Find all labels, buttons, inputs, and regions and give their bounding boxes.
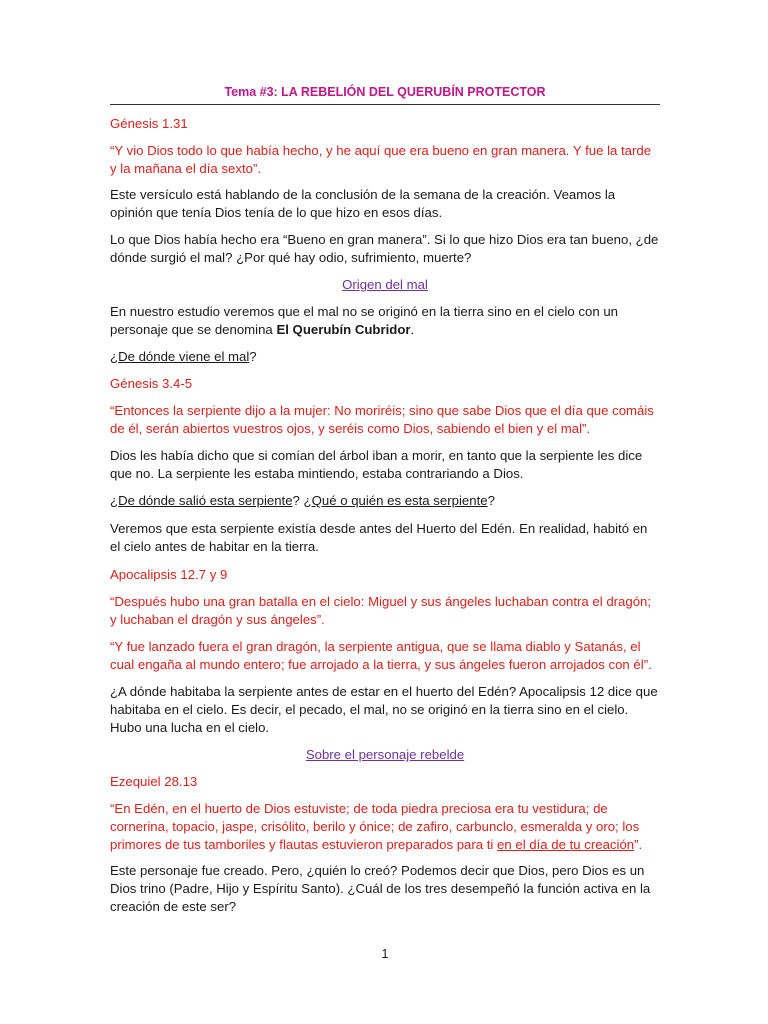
- heading-personaje-rebelde: Sobre el personaje rebelde: [305, 747, 465, 762]
- q2-text-a: De dónde salió esta serpiente: [118, 493, 293, 508]
- verse-quote-ezequiel: [110, 800, 660, 854]
- verse-quote-apocalipsis-a: “Después hubo una gran batalla en el cielo: Miguel y sus ángeles luchaban contra el dragón; y luchaban el dragón y sus ángeles”.: [110, 594, 652, 627]
- paragraph-3: [110, 303, 660, 339]
- question-2: [110, 492, 660, 510]
- verse-ref-ezequiel: Ezequiel 28.13: [110, 774, 198, 789]
- paragraph-3-text: En nuestro estudio veremos que el mal no se originó en la tierra sino en el cielo con un personaje que se denomina: [110, 304, 619, 337]
- verse-quote-genesis-1-31: “Y vio Dios todo lo que había hecho, y he aquí que era bueno en gran manera. Y fue la tarde y la mañana el día sexto”.: [110, 143, 652, 176]
- paragraph-4: Dios les había dicho que si comían del árbol iban a morir, en tanto que la serpiente les dice que no. La serpiente les estaba mintiendo, estaba contrariando a Dios.: [110, 448, 643, 481]
- heading-origen-del-mal: Origen del mal: [342, 277, 428, 292]
- q1-text: De dónde viene el mal: [118, 349, 250, 364]
- verse-quote-genesis-3: “Entonces la serpiente dijo a la mujer: No moriréis; sino que sabe Dios que el día que comáis de él, serán abiertos vuestros ojos, y seréis como Dios, sabiendo el bien y el mal”.: [110, 403, 654, 436]
- page-title: Tema #3: LA REBELIÓN DEL QUERUBÍN PROTECTOR: [224, 85, 546, 99]
- question-1: [110, 348, 660, 366]
- ezequiel-underlined: en el día de tu creación: [497, 837, 635, 852]
- ezequiel-end: ”.: [634, 837, 643, 852]
- verse-ref-genesis-1-31: Génesis 1.31: [110, 116, 188, 131]
- q1-close: ?: [249, 349, 257, 364]
- q2-open: ¿: [110, 493, 119, 508]
- q2-middle: ? ¿: [292, 493, 312, 508]
- paragraph-3-end: .: [410, 322, 415, 337]
- verse-ref-genesis-3: Génesis 3.4-5: [110, 376, 193, 391]
- paragraph-6: ¿A dónde habitaba la serpiente antes de estar en el huerto del Edén? Apocalipsis 12 dice que habitaba en el cielo. Es decir, el pecado, el mal, no se originó en la tierra sino en el cielo. Hubo una lucha en el cielo.: [110, 684, 658, 735]
- title-divider: [110, 104, 660, 105]
- q2-close: ?: [487, 493, 495, 508]
- q2-text-b: Qué o quién es esta serpiente: [311, 493, 488, 508]
- page-number: 1: [381, 947, 389, 961]
- paragraph-5: Veremos que esta serpiente existía desde antes del Huerto del Edén. En realidad, habitó en el cielo antes de habitar en la tierra.: [110, 521, 648, 554]
- verse-ref-apocalipsis: Apocalipsis 12.7 y 9: [110, 567, 228, 582]
- q1-open: ¿: [110, 349, 119, 364]
- paragraph-1: Este versículo está hablando de la conclusión de la semana de la creación. Veamos la opinión que tenía Dios tenía de lo que hizo en esos días.: [110, 187, 616, 220]
- ezequiel-text: “En Edén, en el huerto de Dios estuviste; de toda piedra preciosa era tu vestidura; de cornerina, topacio, jaspe, crisólito, berilo y ónice; de zafiro, carbunclo, esmeralda y oro; los primores de tus tamboriles y flautas estuvieron preparados para ti: [110, 801, 640, 852]
- paragraph-2: Lo que Dios había hecho era “Bueno en gran manera”. Si lo que hizo Dios era tan bueno, ¿de dónde surgió el mal? ¿Por qué hay odio, sufrimiento, muerte?: [110, 232, 659, 265]
- verse-quote-apocalipsis-b: “Y fue lanzado fuera el gran dragón, la serpiente antigua, que se llama diablo y Satanás, el cual engaña al mundo entero; fue arrojado a la tierra, y sus ángeles fueron arrojados con él”.: [110, 639, 652, 672]
- paragraph-7: Este personaje fue creado. Pero, ¿quién lo creó? Podemos decir que Dios, pero Dios es un Dios trino (Padre, Hijo y Espíritu Santo). ¿Cuál de los tres desempeñó la función activa en la creación de este ser?: [110, 863, 651, 914]
- querubin-cubridor-term: El Querubín Cubridor: [276, 322, 411, 337]
